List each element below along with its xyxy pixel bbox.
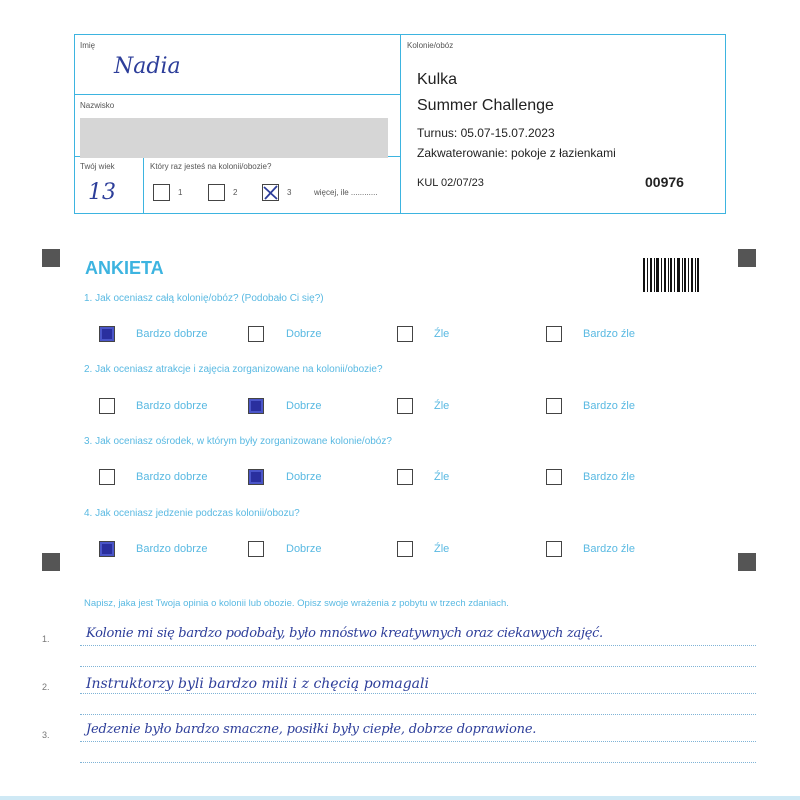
- times-checkbox-1[interactable]: [153, 184, 170, 201]
- q1-option-bardzo-zle[interactable]: [546, 326, 562, 342]
- question-2: 2. Jak oceniasz atrakcje i zajęcia zorganizowane na kolonii/obozie?: [84, 364, 383, 375]
- question-4: 4. Jak oceniasz jedzenie podczas kolonii/obozu?: [84, 508, 300, 519]
- line-number-2: 2.: [42, 682, 50, 692]
- q1-option-bardzo-dobrze[interactable]: [99, 326, 115, 342]
- times-option-2: 2: [233, 188, 238, 197]
- opinion-line-3[interactable]: Jedzenie było bardzo smaczne, posiłki były ciepłe, dobrze doprawione.: [86, 722, 537, 737]
- q4-label-bardzo-zle: Bardzo źle: [583, 543, 635, 555]
- divider-name: [74, 94, 400, 95]
- cross-mark-icon: [262, 184, 279, 201]
- line-number-1: 1.: [42, 634, 50, 644]
- dotted-line-3a: [80, 741, 756, 742]
- q2-option-bardzo-zle[interactable]: [546, 398, 562, 414]
- q2-label-dobrze: Dobrze: [286, 400, 322, 412]
- q4-option-bardzo-zle[interactable]: [546, 541, 562, 557]
- times-option-1: 1: [178, 188, 183, 197]
- times-label: Który raz jesteś na kolonii/obozie?: [150, 162, 272, 171]
- q1-label-zle: Źle: [434, 328, 450, 340]
- q4-option-zle[interactable]: [397, 541, 413, 557]
- q2-option-bardzo-dobrze[interactable]: [99, 398, 115, 414]
- divider-age: [143, 156, 144, 214]
- q3-option-bardzo-zle[interactable]: [546, 469, 562, 485]
- opinion-prompt: Napisz, jaka jest Twoja opinia o kolonii lub obozie. Opisz swoje wrażenia z pobytu w trzech zdaniach.: [84, 598, 509, 609]
- registration-marker-bottom-right: [738, 553, 756, 571]
- age-value[interactable]: 13: [88, 180, 116, 205]
- registration-marker-top-left: [42, 249, 60, 267]
- times-option-3: 3: [287, 188, 292, 197]
- times-option-more: więcej, ile ............: [314, 188, 378, 197]
- q4-label-zle: Źle: [434, 543, 450, 555]
- q3-label-zle: Źle: [434, 471, 450, 483]
- times-checkbox-3[interactable]: [262, 184, 279, 201]
- q1-option-zle[interactable]: [397, 326, 413, 342]
- q3-label-bardzo-dobrze: Bardzo dobrze: [136, 471, 208, 483]
- q4-label-dobrze: Dobrze: [286, 543, 322, 555]
- surname-label: Nazwisko: [80, 101, 115, 110]
- dotted-line-2b: [80, 714, 756, 715]
- dotted-line-3b: [80, 762, 756, 763]
- question-1: 1. Jak oceniasz całą kolonię/obóz? (Podobało Ci się?): [84, 293, 324, 304]
- q3-label-dobrze: Dobrze: [286, 471, 322, 483]
- q4-option-dobrze[interactable]: [248, 541, 264, 557]
- barcode-icon: [643, 258, 699, 292]
- q4-option-bardzo-dobrze[interactable]: [99, 541, 115, 557]
- q2-option-dobrze[interactable]: [248, 398, 264, 414]
- form-number: 00976: [645, 174, 684, 190]
- q3-option-bardzo-dobrze[interactable]: [99, 469, 115, 485]
- line-number-3: 3.: [42, 730, 50, 740]
- q1-label-bardzo-dobrze: Bardzo dobrze: [136, 328, 208, 340]
- accommodation: Zakwaterowanie: pokoje z łazienkami: [417, 146, 616, 160]
- dotted-line-1a: [80, 645, 756, 646]
- dotted-line-1b: [80, 666, 756, 667]
- age-label: Twój wiek: [80, 162, 115, 171]
- q2-label-zle: Źle: [434, 400, 450, 412]
- q1-label-dobrze: Dobrze: [286, 328, 322, 340]
- surname-redacted: [80, 118, 388, 158]
- camp-name-1: Kulka: [417, 71, 458, 88]
- q1-label-bardzo-zle: Bardzo źle: [583, 328, 635, 340]
- turnus: Turnus: 05.07-15.07.2023: [417, 126, 555, 140]
- q1-option-dobrze[interactable]: [248, 326, 264, 342]
- q2-label-bardzo-zle: Bardzo źle: [583, 400, 635, 412]
- survey-title: ANKIETA: [85, 258, 164, 278]
- name-label: Imię: [80, 41, 96, 50]
- q3-option-dobrze[interactable]: [248, 469, 264, 485]
- camp-label: Kolonie/obóz: [407, 41, 454, 50]
- bottom-border: [0, 796, 800, 800]
- times-checkbox-2[interactable]: [208, 184, 225, 201]
- camp-code: KUL 02/07/23: [417, 177, 484, 189]
- camp-name-2: Summer Challenge: [417, 97, 554, 114]
- registration-marker-top-right: [738, 249, 756, 267]
- registration-marker-bottom-left: [42, 553, 60, 571]
- q2-label-bardzo-dobrze: Bardzo dobrze: [136, 400, 208, 412]
- q4-label-bardzo-dobrze: Bardzo dobrze: [136, 543, 208, 555]
- opinion-line-2[interactable]: Instruktorzy byli bardzo mili i z chęcią pomagali: [86, 676, 429, 692]
- q2-option-zle[interactable]: [397, 398, 413, 414]
- dotted-line-2a: [80, 693, 756, 694]
- question-3: 3. Jak oceniasz ośrodek, w którym były zorganizowane kolonie/obóz?: [84, 436, 392, 447]
- q3-label-bardzo-zle: Bardzo źle: [583, 471, 635, 483]
- q3-option-zle[interactable]: [397, 469, 413, 485]
- name-value[interactable]: Nadia: [114, 54, 181, 79]
- opinion-line-1[interactable]: Kolonie mi się bardzo podobały, było mnóstwo kreatywnych oraz ciekawych zajęć.: [86, 626, 603, 641]
